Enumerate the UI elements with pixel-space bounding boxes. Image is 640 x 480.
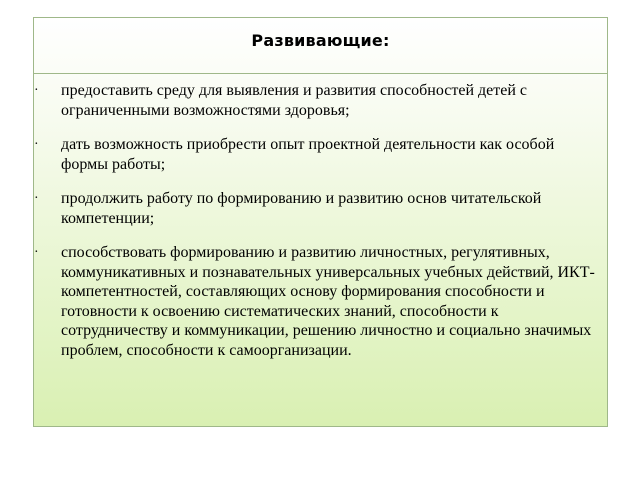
bullet-icon: · [34, 191, 39, 206]
list-item [34, 135, 601, 174]
list-item-text: способствовать формированию и развитию личностных, регулятивных, коммуникативных и познавательных универсальных учебных действий, ИКТ-компетентностей, составляющих основу формирования способности и готовности к освоению систематических знаний, способности к сотрудничеству и коммуникации, решению личностно и социально значимых проблем, способности к самоорганизации. [61, 244, 595, 359]
content-table [33, 17, 608, 427]
table-header-row [34, 18, 607, 74]
list-item [34, 81, 601, 120]
bullet-icon: · [34, 245, 39, 260]
list-item-text: дать возможность приобрести опыт проектной деятельности как особой формы работы; [61, 136, 555, 173]
list-item [34, 243, 601, 360]
bullet-icon: · [34, 137, 39, 152]
list-item [34, 189, 601, 228]
bullet-icon: · [34, 83, 39, 98]
bullet-list [34, 74, 607, 360]
list-item-text: предоставить среду для выявления и развития способностей детей с ограниченными возможностями здоровья; [61, 82, 528, 119]
list-item-text: продолжить работу по формированию и развитию основ читательской компетенции; [61, 190, 542, 227]
table-title: Развивающие: [251, 31, 390, 50]
